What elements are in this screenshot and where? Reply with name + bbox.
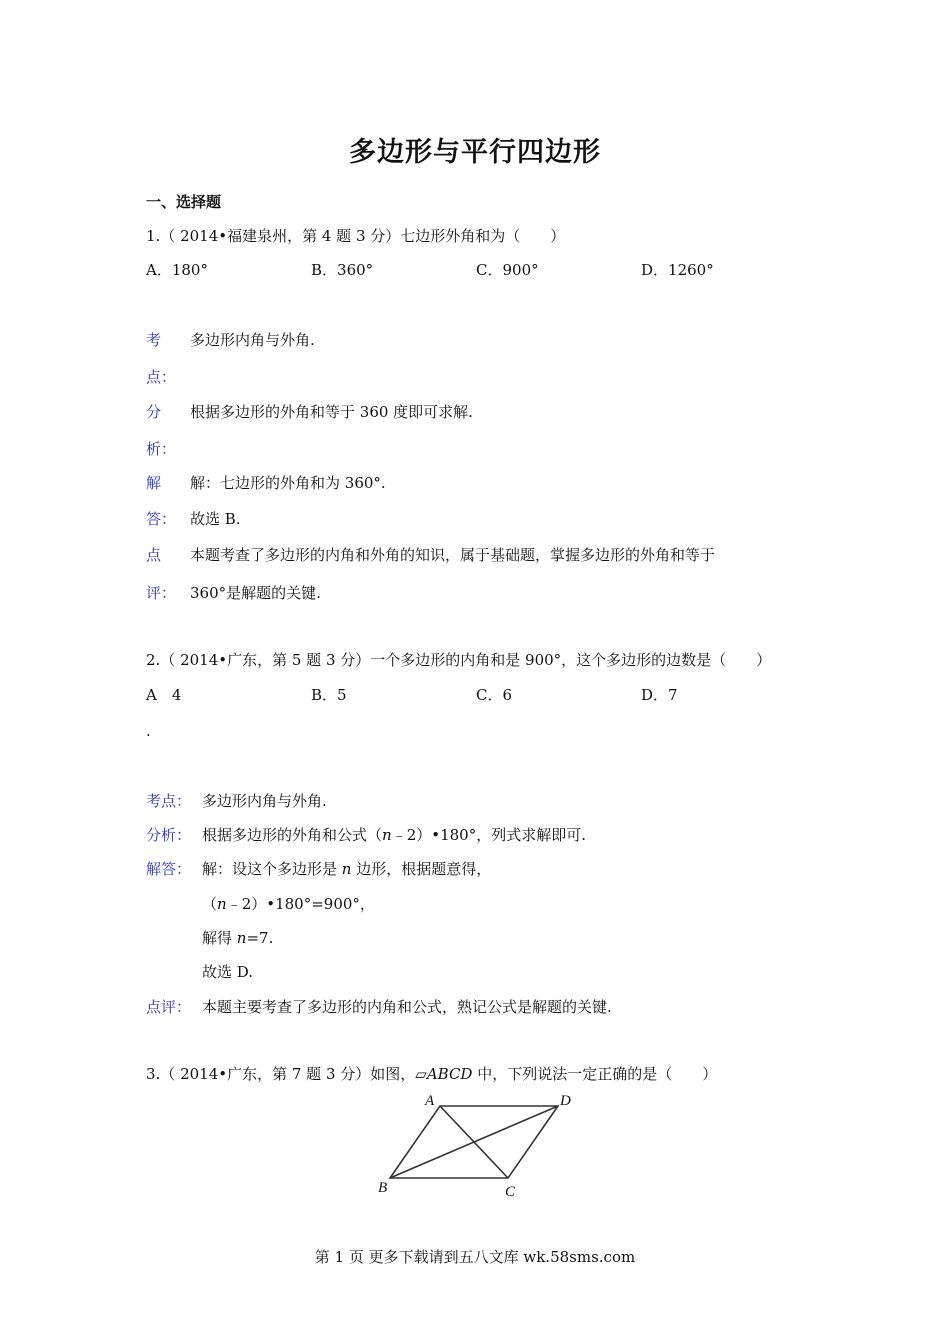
q2-jieda1-pre: 解：设这个多边形是 [202, 860, 342, 878]
q2-jieda3-n: n [236, 929, 247, 947]
parallelogram-figure [370, 1088, 580, 1208]
q1-option-d: D．1260° [641, 261, 714, 279]
q1-jieda-label-2: 答： [146, 510, 177, 528]
q2-option-c: C．6 [476, 686, 513, 704]
q1-kaodian: 多边形内角与外角. [190, 331, 315, 349]
q2-fenxi [202, 824, 586, 845]
q2-kaodian-label: 考点： [146, 792, 192, 810]
q1-kaodian-label-2: 点： [146, 368, 177, 386]
q2-option-b: B．5 [311, 686, 347, 704]
q1-dianping-label-1: 点 [146, 546, 162, 564]
q1-fenxi-label-1: 分 [146, 403, 162, 421]
q2-dianping: 本题主要考查了多边形的内角和公式，熟记公式是解题的关键. [202, 998, 612, 1016]
vertex-label-a: A [425, 1093, 435, 1109]
q2-jieda2-post: ﹣2）•180°=900°， [226, 895, 375, 913]
q2-jieda-line-1 [202, 858, 491, 879]
q2-fenxi-label: 分析： [146, 826, 192, 844]
q2-jieda2-n: n [217, 895, 227, 913]
q2-dot: . [146, 722, 151, 740]
q1-option-a: A．180° [146, 261, 208, 279]
q2-jieda-line-3 [202, 927, 273, 948]
q2-jieda2-pre: （ [202, 895, 218, 913]
q2-jieda3-post: =7. [246, 929, 274, 947]
vertex-label-c: C [505, 1184, 516, 1200]
q3-stem-pre: 3.（ 2014•广东，第 7 题 3 分）如图， [146, 1065, 416, 1083]
q2-fenxi-n: n [382, 826, 392, 844]
q3-stem [146, 1063, 717, 1084]
page-title: 多边形与平行四边形 [349, 137, 601, 168]
q2-kaodian: 多边形内角与外角. [202, 792, 327, 810]
q1-jieda-line-2: 故选 B. [190, 510, 241, 528]
q1-kaodian-label-1: 考 [146, 331, 162, 349]
q3-stem-post: 中，下列说法一定正确的是（ ） [472, 1065, 718, 1083]
q1-option-c: C．900° [476, 261, 539, 279]
q2-jieda3-pre: 解得 [202, 929, 237, 947]
parallelogram-symbol: ▱ [415, 1065, 427, 1083]
q2-dianping-label: 点评： [146, 998, 192, 1016]
q2-jieda-line-2 [202, 893, 375, 914]
q1-dianping-line-1: 本题考查了多边形的内角和外角的知识，属于基础题，掌握多边形的外角和等于 [190, 546, 716, 564]
q1-fenxi-label-2: 析： [146, 440, 177, 458]
q1-dianping-line-2: 360°是解题的关键. [190, 584, 321, 602]
section-heading: 一、选择题 [146, 193, 222, 211]
q2-fenxi-post: ﹣2）•180°，列式求解即可. [391, 826, 586, 844]
q3-stem-abcd: ABCD [426, 1065, 473, 1083]
q1-dianping-label-2: 评： [146, 584, 177, 602]
q1-fenxi: 根据多边形的外角和等于 360 度即可求解. [190, 403, 473, 421]
q2-jieda-line-4: 故选 D. [202, 963, 254, 981]
q1-stem: 1.（ 2014•福建泉州，第 4 题 3 分）七边形外角和为（ ） [146, 227, 566, 245]
page-footer: 第 1 页 更多下载请到五八文库 wk.58sms.com [314, 1248, 636, 1266]
q1-jieda-line-1: 解：七边形的外角和为 360°. [190, 474, 386, 492]
q2-jieda1-post: 边形，根据题意得， [351, 860, 492, 878]
q2-option-a: A 4 [146, 686, 182, 704]
q1-jieda-label-1: 解 [146, 474, 162, 492]
q2-jieda-label: 解答： [146, 860, 192, 878]
q1-option-b: B．360° [311, 261, 374, 279]
q2-stem: 2.（ 2014•广东，第 5 题 3 分）一个多边形的内角和是 900°，这个多边形的边数是（ ） [146, 651, 772, 669]
q2-option-d: D．7 [641, 686, 678, 704]
q2-jieda1-n: n [341, 860, 352, 878]
vertex-label-d: D [560, 1093, 571, 1109]
vertex-label-b: B [378, 1180, 388, 1196]
q2-fenxi-pre: 根据多边形的外角和公式（ [202, 826, 383, 844]
